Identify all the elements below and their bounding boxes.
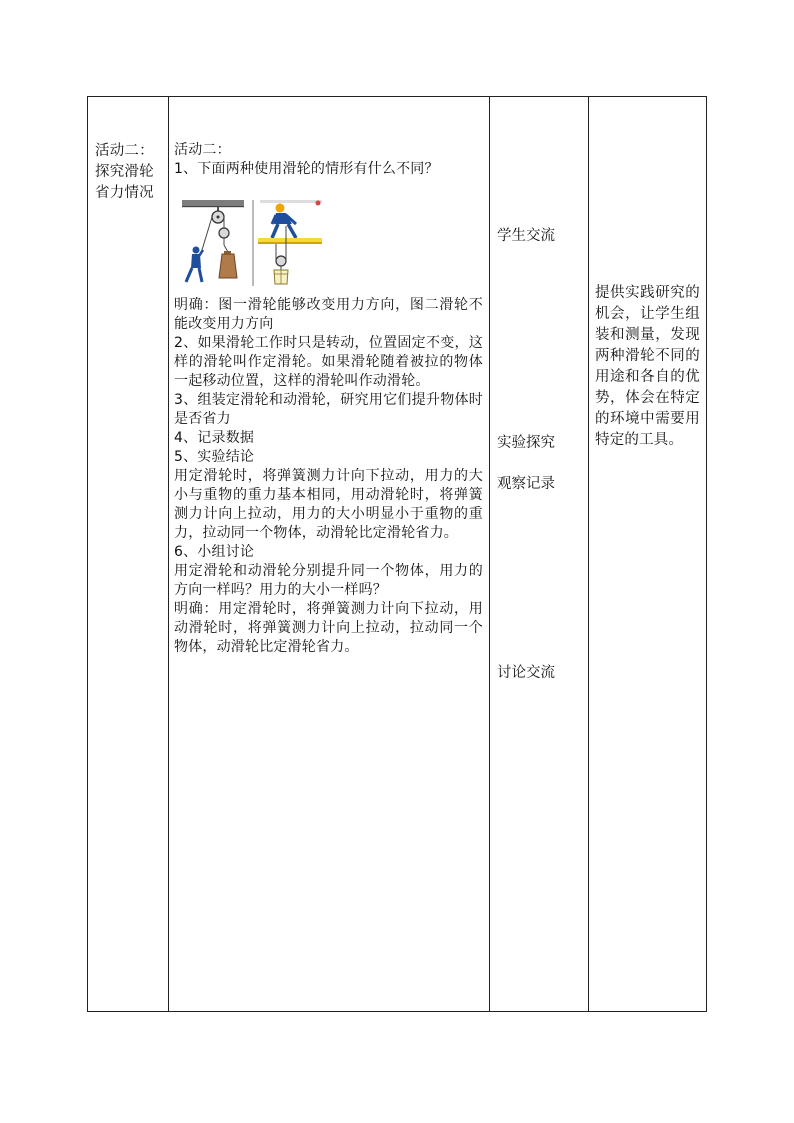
student-activity-cell <box>489 97 588 1011</box>
student-note-exchange: 学生交流 <box>497 228 555 244</box>
step-4-record: 4、记录数据 <box>174 430 255 446</box>
student-note-observe: 观察记录 <box>497 476 555 492</box>
activity-title-cell <box>88 97 168 1011</box>
clarification-1: 明确：图一滑轮能够改变用力方向，图二滑轮不能改变用力方向 <box>174 297 483 332</box>
activity-heading: 活动二： <box>174 142 231 158</box>
step-3-assemble: 3、组装定滑轮和动滑轮，研究用它们提升物体时是否省力 <box>174 392 483 427</box>
fixed-pulley-illustration-icon <box>182 200 246 286</box>
activity-title: 活动二：探究滑轮省力情况 <box>95 143 154 201</box>
teacher-activity-cell <box>168 97 489 1011</box>
student-note-discuss: 讨论交流 <box>497 665 555 681</box>
step-6-discussion-heading: 6、小组讨论 <box>174 544 255 560</box>
step-6-discussion-question: 用定滑轮和动滑轮分别提升同一个物体，用力的方向一样吗？用力的大小一样吗？ <box>174 563 483 598</box>
step-5-conclusion-heading: 5、实验结论 <box>174 449 255 465</box>
pulley-figures <box>182 200 483 286</box>
design-intent-text: 提供实践研究的机会，让学生组装和测量，发现两种滑轮不同的用途和各自的优势，体会在特定的环境中需要用特定的工具。 <box>595 285 700 448</box>
student-note-experiment: 实验探究 <box>497 435 555 451</box>
lesson-table <box>87 96 707 1012</box>
movable-pulley-illustration-icon <box>252 200 326 286</box>
step-2-definition: 2、如果滑轮工作时只是转动，位置固定不变，这样的滑轮叫作定滑轮。如果滑轮随着被拉的物体一起移动位置，这样的滑轮叫作动滑轮。 <box>174 335 483 389</box>
clarification-2: 明确：用定滑轮时，将弹簧测力计向下拉动，用动滑轮时，将弹簧测力计向上拉动，拉动同一个物体，动滑轮比定滑轮省力。 <box>174 601 483 655</box>
question-1: 1、下面两种使用滑轮的情形有什么不同？ <box>174 161 439 177</box>
step-5-conclusion-text: 用定滑轮时，将弹簧测力计向下拉动，用力的大小与重物的重力基本相同，用动滑轮时，将弹簧测力计向上拉动，用力的大小明显小于重物的重力，拉动同一个物体，动滑轮比定滑轮省力。 <box>174 468 483 541</box>
design-intent-cell <box>588 97 706 1011</box>
